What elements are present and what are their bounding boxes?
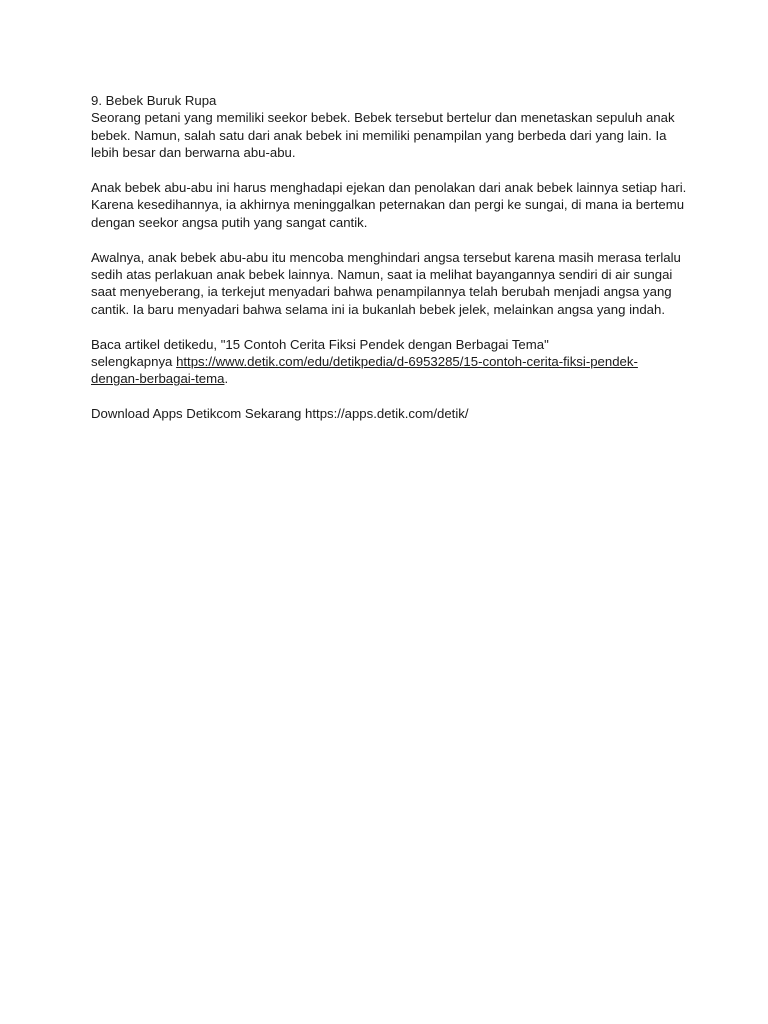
source-url-part-1: https://www.detik.com/edu/detikpedia/d-6953285/15-contoh-cerita-fiksi-pendek- [176, 354, 638, 370]
story-title: 9. Bebek Buruk Rupa [91, 93, 217, 108]
download-line: Download Apps Detikcom Sekarang https://apps.detik.com/detik/ [91, 406, 469, 422]
source-more-label: selengkapnya [91, 354, 177, 370]
story-paragraph-1: Seorang petani yang memiliki seekor bebek. Bebek tersebut bertelur dan menetaskan sepuluh anak bebek. Namun, salah satu dari anak bebek ini memiliki penampilan yang berbeda dari yang lain. Ia lebih besar dan berwarna abu-abu. [91, 110, 675, 161]
story-paragraph-3: Awalnya, anak bebek abu-abu itu mencoba menghindari angsa tersebut karena masih merasa terlalu sedih atas perlakuan anak bebek lainnya. Namun, saat ia melihat bayangannya sendiri di air sungai saat menyeberang, ia terkejut menyadari bahwa penampilannya telah berubah menjadi angsa yang cantik. Ia baru menyadari bahwa selama ini ia bukanlah bebek jelek, melainkan angsa yang indah. [91, 249, 681, 317]
source-suffix: . [224, 371, 229, 387]
document-page [91, 92, 691, 440]
story-block [91, 92, 691, 162]
source-block [91, 336, 691, 388]
story-paragraph-2: Anak bebek abu-abu ini harus menghadapi ejekan dan penolakan dari anak bebek lainnya setiap hari. Karena kesedihannya, ia akhirnya meninggalkan peternakan dan pergi ke sungai, di mana ia bertemu dengan seekor angsa putih yang sangat cantik. [91, 180, 687, 230]
source-prefix: Baca artikel detikedu, "15 Contoh Cerita Fiksi Pendek dengan Berbagai Tema" [91, 336, 549, 352]
source-url-part-2: dengan-berbagai-tema [91, 371, 225, 387]
